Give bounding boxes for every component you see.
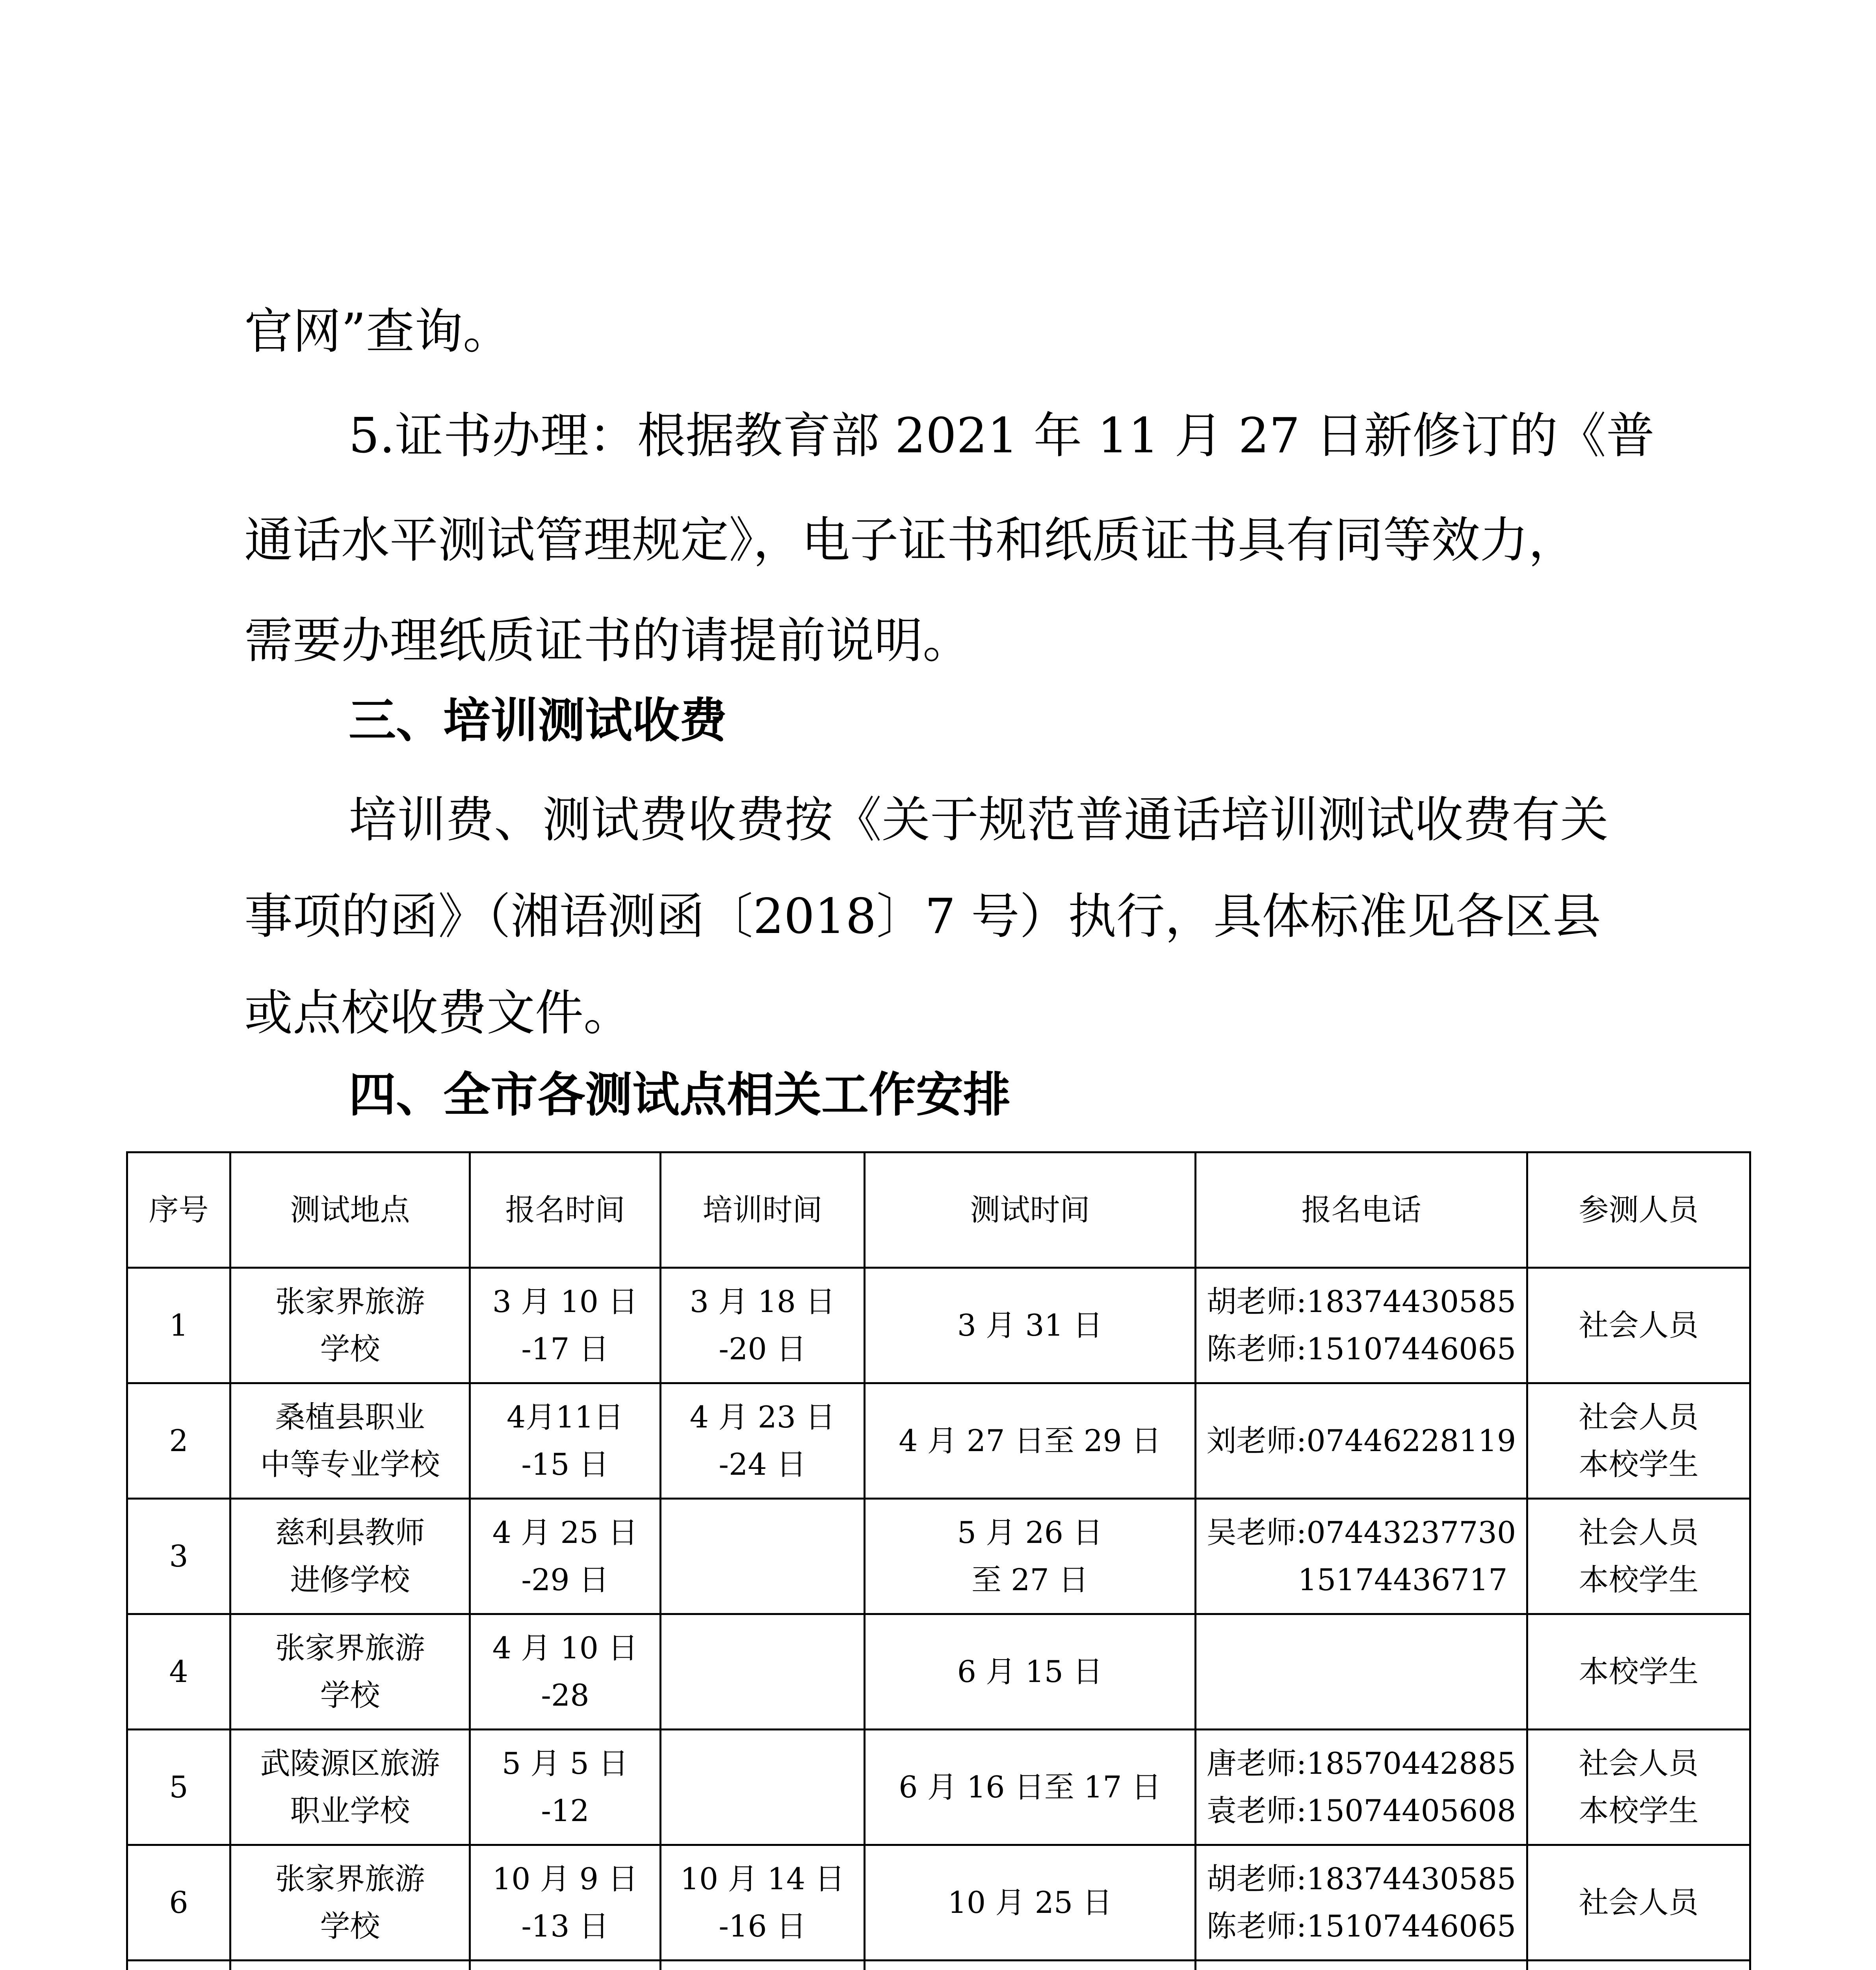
people-line: 本校学生 [1579, 1793, 1699, 1828]
reg-line: 4 月 10 日 [492, 1630, 638, 1665]
test-line: 3 月 31 日 [957, 1308, 1103, 1343]
phone-cell [1196, 1845, 1527, 1961]
table-row [127, 1268, 1750, 1383]
row-number-cell: 2 [127, 1383, 230, 1499]
reg-line: 5 月 5 日 [502, 1746, 629, 1781]
phone-cell [1196, 1614, 1527, 1730]
people-cell [1527, 1499, 1750, 1614]
reg-line: -13 日 [521, 1909, 609, 1944]
test-line: 6 月 15 日 [957, 1654, 1103, 1689]
phone-cell [1196, 1268, 1527, 1383]
phone-line: 15174436717 [1298, 1562, 1508, 1597]
site-line: 张家界旅游 [275, 1284, 425, 1319]
site-line: 职业学校 [290, 1793, 410, 1828]
reg-cell [470, 1845, 661, 1961]
header-cell: 测试地点 [230, 1152, 470, 1268]
paragraph-line: 或点校收费文件。 [244, 985, 632, 1041]
phone-line: 陈老师:15107446065 [1206, 1909, 1516, 1944]
phone-line: 唐老师:18570442885 [1206, 1746, 1516, 1781]
people-cell [1527, 1268, 1750, 1383]
train-cell [661, 1614, 865, 1730]
section-heading-schedule: 四、全市各测试点相关工作安排 [349, 1068, 1010, 1123]
phone-line: 胡老师:18374430585 [1206, 1861, 1516, 1896]
site-line: 张家界旅游 [275, 1861, 425, 1896]
reg-line: 4 月 25 日 [492, 1515, 638, 1550]
site-line: 进修学校 [290, 1562, 410, 1597]
people-line: 本校学生 [1579, 1562, 1699, 1597]
people-cell [1527, 1730, 1750, 1845]
train-line: -20 日 [719, 1331, 806, 1366]
row-number-cell: 3 [127, 1499, 230, 1614]
train-line: 4 月 23 日 [689, 1399, 836, 1435]
site-line: 慈利县教师 [275, 1515, 425, 1550]
reg-cell [470, 1730, 661, 1845]
people-line: 本校学生 [1579, 1654, 1699, 1689]
people-line: 社会人员 [1579, 1515, 1699, 1550]
site-cell [230, 1499, 470, 1614]
train-line: 10 月 14 日 [680, 1861, 845, 1896]
train-cell [661, 1499, 865, 1614]
paragraph-line: 培训费、测试费收费按《关于规范普通话培训测试收费有关 [349, 792, 1609, 848]
table-row [127, 1499, 1750, 1614]
header-cell: 报名电话 [1196, 1152, 1527, 1268]
people-cell [1527, 1845, 1750, 1961]
site-cell [230, 1383, 470, 1499]
phone-cell [1196, 1499, 1527, 1614]
schedule-table [126, 1151, 1751, 1970]
train-cell [661, 1730, 865, 1845]
paragraph-line: 通话水平测试管理规定》，电子证书和纸质证书具有同等效力， [244, 512, 1577, 569]
paragraph-line: 需要办理纸质证书的请提前说明。 [244, 613, 971, 669]
people-cell [1527, 1614, 1750, 1730]
site-cell [230, 1845, 470, 1961]
people-line: 本校学生 [1579, 1447, 1699, 1482]
reg-cell [470, 1961, 661, 1970]
reg-line: -17 日 [521, 1331, 609, 1366]
paragraph-line: 5.证书办理：根据教育部 2021 年 11 月 27 日新修订的《普 [349, 408, 1655, 464]
phone-cell [1196, 1961, 1527, 1970]
reg-line: -28 [541, 1678, 589, 1713]
table-row [127, 1614, 1750, 1730]
test-cell [865, 1268, 1196, 1383]
test-cell [865, 1961, 1196, 1970]
table-row [127, 1383, 1750, 1499]
test-line: 5 月 26 日 [957, 1515, 1103, 1550]
people-line: 社会人员 [1579, 1746, 1699, 1781]
site-line: 中等专业学校 [260, 1447, 440, 1482]
site-line: 学校 [320, 1331, 380, 1366]
test-cell [865, 1845, 1196, 1961]
phone-line: 胡老师:18374430585 [1206, 1284, 1516, 1319]
phone-cell [1196, 1730, 1527, 1845]
phone-line: 刘老师:07446228119 [1206, 1423, 1516, 1458]
reg-line: -12 [541, 1793, 589, 1828]
train-line: 3 月 18 日 [689, 1284, 836, 1319]
header-cell: 参测人员 [1527, 1152, 1750, 1268]
table-body [127, 1268, 1750, 1970]
paragraph-line: 官网”查询。 [244, 303, 511, 360]
phone-line: 袁老师:15074405608 [1206, 1793, 1516, 1828]
reg-cell [470, 1614, 661, 1730]
test-line: 4 月 27 日至 29 日 [899, 1423, 1161, 1458]
row-number-cell: 1 [127, 1268, 230, 1383]
site-cell [230, 1730, 470, 1845]
site-line: 学校 [320, 1909, 380, 1944]
reg-line: -29 日 [521, 1562, 609, 1597]
site-cell [230, 1614, 470, 1730]
reg-cell [470, 1268, 661, 1383]
site-line: 学校 [320, 1678, 380, 1713]
header-cell: 序号 [127, 1152, 230, 1268]
reg-line: 10 月 9 日 [492, 1861, 638, 1896]
people-cell [1527, 1961, 1750, 1970]
reg-line: 3 月 10 日 [492, 1284, 638, 1319]
header-cell: 培训时间 [661, 1152, 865, 1268]
row-number-cell: 5 [127, 1730, 230, 1845]
site-line: 桑植县职业 [275, 1399, 425, 1435]
test-cell [865, 1730, 1196, 1845]
test-cell [865, 1499, 1196, 1614]
site-cell [230, 1268, 470, 1383]
row-number-cell: 6 [127, 1845, 230, 1961]
reg-cell [470, 1499, 661, 1614]
phone-cell [1196, 1383, 1527, 1499]
test-line: 6 月 16 日至 17 日 [899, 1769, 1161, 1805]
section-heading-fees: 三、培训测试收费 [349, 693, 727, 748]
people-cell [1527, 1383, 1750, 1499]
site-line: 张家界旅游 [275, 1630, 425, 1665]
test-line: 10 月 25 日 [947, 1885, 1113, 1920]
table-row [127, 1845, 1750, 1961]
table-row [127, 1730, 1750, 1845]
reg-line: -15 日 [521, 1447, 609, 1482]
table-row [127, 1961, 1750, 1970]
header-cell: 测试时间 [865, 1152, 1196, 1268]
header-cell: 报名时间 [470, 1152, 661, 1268]
test-line: 至 27 日 [971, 1562, 1089, 1597]
people-line: 社会人员 [1579, 1399, 1699, 1435]
reg-line: 4月11日 [506, 1399, 624, 1435]
train-line: -24 日 [719, 1447, 806, 1482]
test-cell [865, 1614, 1196, 1730]
reg-cell [470, 1383, 661, 1499]
phone-line: 吴老师:07443237730 [1206, 1515, 1516, 1550]
train-cell [661, 1845, 865, 1961]
people-line: 社会人员 [1579, 1308, 1699, 1343]
row-number-cell: 4 [127, 1614, 230, 1730]
paragraph-line: 事项的函》（湘语测函〔2018〕7 号）执行，具体标准见各区县 [244, 888, 1601, 945]
train-cell [661, 1961, 865, 1970]
site-cell [230, 1961, 470, 1970]
phone-line: 陈老师:15107446065 [1206, 1331, 1516, 1366]
row-number-cell [127, 1961, 230, 1970]
train-cell [661, 1383, 865, 1499]
train-line: -16 日 [719, 1909, 806, 1944]
train-cell [661, 1268, 865, 1383]
test-cell [865, 1383, 1196, 1499]
table-header-row [127, 1152, 1750, 1268]
people-line: 社会人员 [1579, 1885, 1699, 1920]
site-line: 武陵源区旅游 [260, 1746, 440, 1781]
